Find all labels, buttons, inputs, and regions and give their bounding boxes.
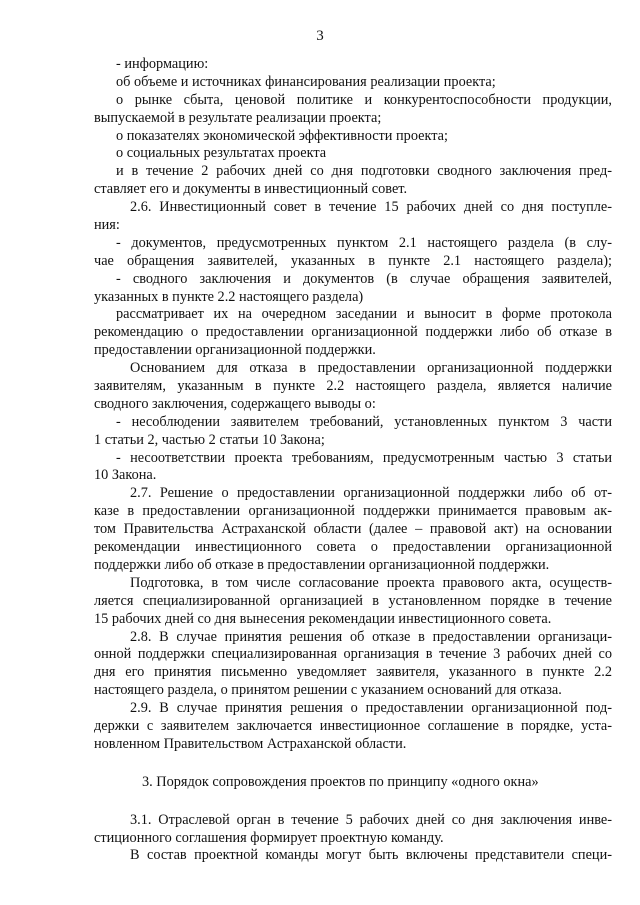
text-line: казе в предоставлении организационной поддержки принимается правовым ак- bbox=[94, 503, 612, 520]
text-line: 3. Порядок сопровождения проектов по принципу «одного окна» bbox=[142, 773, 539, 790]
text-line: новленном Правительством Астраханской области. bbox=[94, 735, 407, 752]
text-line: 3.1. Отраслевой орган в течение 5 рабочих дней со дня заключения инве- bbox=[130, 811, 612, 828]
text-line: 15 рабочих дней со дня вынесения рекомендации инвестиционного совета. bbox=[94, 610, 552, 627]
text-line: чае обращения заявителей, указанных в пункте 2.1 настоящего раздела); bbox=[94, 252, 612, 269]
text-line: настоящего раздела, о принятом решении с указанием оснований для отказа. bbox=[94, 682, 562, 699]
text-line: 2.6. Инвестиционный совет в течение 15 рабочих дней со дня поступле- bbox=[130, 199, 612, 216]
text-line: выпускаемой в результате реализации проекта; bbox=[94, 109, 382, 126]
text-line: - несоблюдении заявителем требований, установленных пунктом 3 части bbox=[116, 413, 612, 430]
text-line: о показателях экономической эффективности проекта; bbox=[116, 127, 448, 144]
text-line: - несоответствии проекта требованиям, предусмотренным частью 3 статьи bbox=[116, 449, 612, 466]
text-line: стиционного соглашения формирует проектную команду. bbox=[94, 829, 444, 846]
text-line: сводного заключения, содержащего выводы о: bbox=[94, 395, 376, 412]
text-line: и в течение 2 рабочих дней со дня подготовки сводного заключения пред- bbox=[116, 163, 612, 180]
text-line: онной поддержки специализированная организация в течение 3 рабочих дней со bbox=[94, 646, 612, 663]
text-line: Основанием для отказа в предоставлении организационной поддержки bbox=[130, 360, 612, 377]
spacer bbox=[94, 754, 612, 774]
text-line: рекомендацию о предоставлении организационной поддержки либо об отказе в bbox=[94, 324, 612, 341]
text-line: - информацию: bbox=[116, 56, 209, 72]
text-line: - документов, предусмотренных пунктом 2.1 настоящего раздела (в слу- bbox=[116, 234, 612, 251]
document-body bbox=[94, 56, 612, 865]
text-line: дня его принятия письменно уведомляет заявителя, указанного в пункте 2.2 bbox=[94, 664, 612, 681]
text-line: об объеме и источниках финансирования реализации проекта; bbox=[116, 73, 496, 90]
text-line: 2.8. В случае принятия решения об отказе в предоставлении организаци- bbox=[130, 628, 612, 645]
text-line: 10 Закона. bbox=[94, 467, 157, 484]
text-line: Подготовка, в том числе согласование проекта правового акта, осуществ- bbox=[130, 574, 612, 591]
spacer bbox=[94, 792, 612, 812]
text-line: ставляет его и документы в инвестиционный совет. bbox=[94, 181, 408, 198]
text-line: 2.9. В случае принятия решения о предоставлении организационной под- bbox=[130, 700, 612, 717]
text-line: том Правительства Астраханской области (далее – правовой акт) на основании bbox=[94, 521, 612, 538]
text-line: о рынке сбыта, ценовой политике и конкурентоспособности продукции, bbox=[116, 91, 612, 108]
text-line: ния: bbox=[94, 217, 120, 234]
text-line: рассматривает их на очередном заседании и выносит в форме протокола bbox=[116, 306, 612, 323]
page-number: 3 bbox=[316, 28, 324, 44]
text-line: - сводного заключения и документов (в случае обращения заявителей, bbox=[116, 270, 612, 287]
text-line: держки с заявителем заключается инвестиционное соглашение в порядке, уста- bbox=[94, 717, 612, 734]
text-line: предоставлении организационной поддержки. bbox=[94, 342, 376, 359]
text-line: 1 статьи 2, частью 2 статьи 10 Закона; bbox=[94, 431, 325, 448]
text-line: 2.7. Решение о предоставлении организационной поддержки либо об от- bbox=[130, 485, 612, 502]
text-line: заявителям, указанным в пункте 2.2 настоящего раздела, является наличие bbox=[94, 378, 612, 395]
text-line: ляется специализированной организацией в установленном порядке в течение bbox=[94, 592, 612, 609]
text-line: поддержки либо об отказе в предоставлении организационной поддержки. bbox=[94, 556, 550, 573]
text-line: указанных в пункте 2.2 настоящего раздела) bbox=[94, 288, 364, 305]
text-line: рекомендации инвестиционного совета о предоставлении организационной bbox=[94, 539, 612, 556]
text-line: В состав проектной команды могут быть включены представители специ- bbox=[130, 847, 612, 864]
text-line: о социальных результатах проекта bbox=[116, 145, 327, 162]
